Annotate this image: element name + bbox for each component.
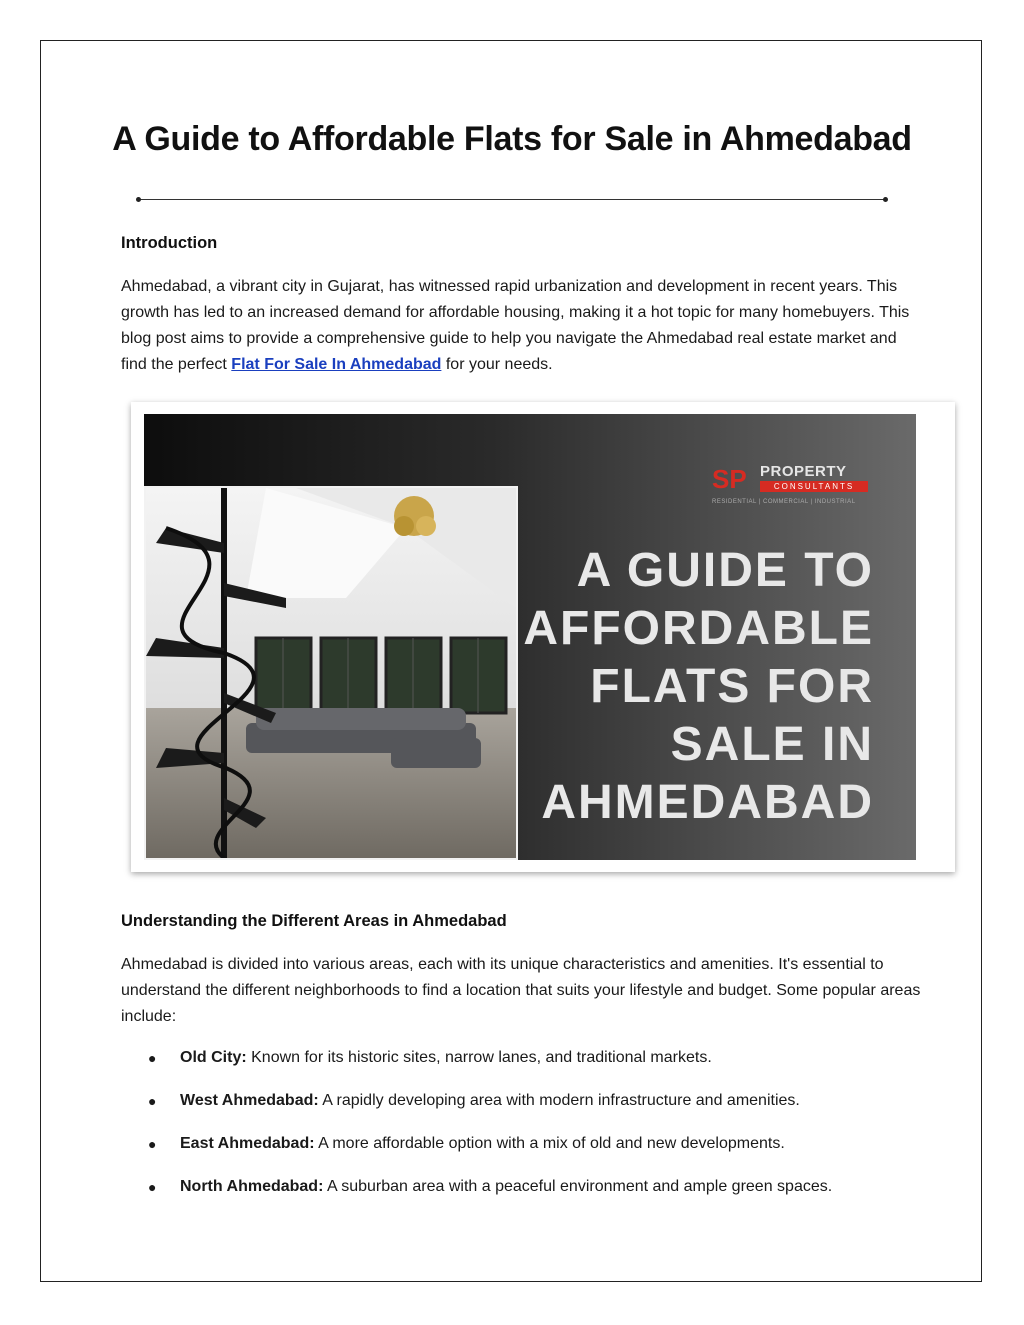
logo-consultants-text: CONSULTANTS xyxy=(760,481,868,492)
bullet-icon: ● xyxy=(148,1136,157,1152)
banner-heading-line: SALE IN xyxy=(670,718,874,771)
list-item xyxy=(148,1174,948,1217)
intro-text-end: for your needs. xyxy=(441,356,553,373)
areas-list xyxy=(148,1045,948,1217)
banner-heading xyxy=(523,542,874,832)
title-divider xyxy=(138,198,886,200)
list-item xyxy=(148,1088,948,1131)
area-term: East Ahmedabad: xyxy=(180,1135,315,1152)
area-description: A suburban area with a peaceful environment and ample green spaces. xyxy=(323,1178,833,1195)
logo-property-text: PROPERTY xyxy=(760,463,847,480)
area-term: West Ahmedabad: xyxy=(180,1092,319,1109)
area-term: North Ahmedabad: xyxy=(180,1178,324,1195)
banner-heading-line: FLATS FOR xyxy=(590,660,874,713)
flat-for-sale-link[interactable]: Flat For Sale In Ahmedabad xyxy=(231,356,442,373)
banner-image xyxy=(144,414,916,860)
area-description: A more affordable option with a mix of old and new developments. xyxy=(314,1135,785,1152)
list-item xyxy=(148,1045,948,1088)
sp-property-logo xyxy=(712,464,872,509)
banner-heading-line: AHMEDABAD xyxy=(541,776,874,829)
bullet-icon: ● xyxy=(148,1179,157,1195)
area-description: Known for its historic sites, narrow lanes, and traditional markets. xyxy=(246,1049,712,1066)
areas-paragraph: Ahmedabad is divided into various areas, each with its unique characteristics and amenities. It's essential to understand the different neighborhoods to find a location that suits your lifestyle and budget. Some popular areas include: xyxy=(121,956,921,1025)
area-description: A rapidly developing area with modern infrastructure and amenities. xyxy=(318,1092,800,1109)
bullet-icon: ● xyxy=(148,1050,157,1066)
intro-paragraph xyxy=(121,274,921,378)
banner-heading-line: AFFORDABLE xyxy=(523,602,874,655)
intro-text-start: Ahmedabad, a vibrant city in Gujarat, has witnessed rapid urbanization and development in recent years. This growth has led to an increased demand for affordable housing, making it a hot topic for many homebuyers. This blog post aims to provide a comprehensive guide to help you navigate the Ahmedabad real estate market and find the perfect xyxy=(121,278,910,373)
banner-heading-line: A GUIDE TO xyxy=(576,544,874,597)
logo-sp-mark: SP xyxy=(712,464,747,494)
logo-tagline: RESIDENTIAL | COMMERCIAL | INDUSTRIAL xyxy=(712,499,856,505)
bullet-icon: ● xyxy=(148,1093,157,1109)
area-term: Old City: xyxy=(180,1049,247,1066)
list-item xyxy=(148,1131,948,1174)
banner-figure xyxy=(131,402,955,872)
page-title: A Guide to Affordable Flats for Sale in Ahmedabad xyxy=(112,120,912,158)
living-room-photo xyxy=(144,486,518,860)
intro-heading: Introduction xyxy=(121,234,218,252)
areas-heading: Understanding the Different Areas in Ahmedabad xyxy=(121,912,507,930)
